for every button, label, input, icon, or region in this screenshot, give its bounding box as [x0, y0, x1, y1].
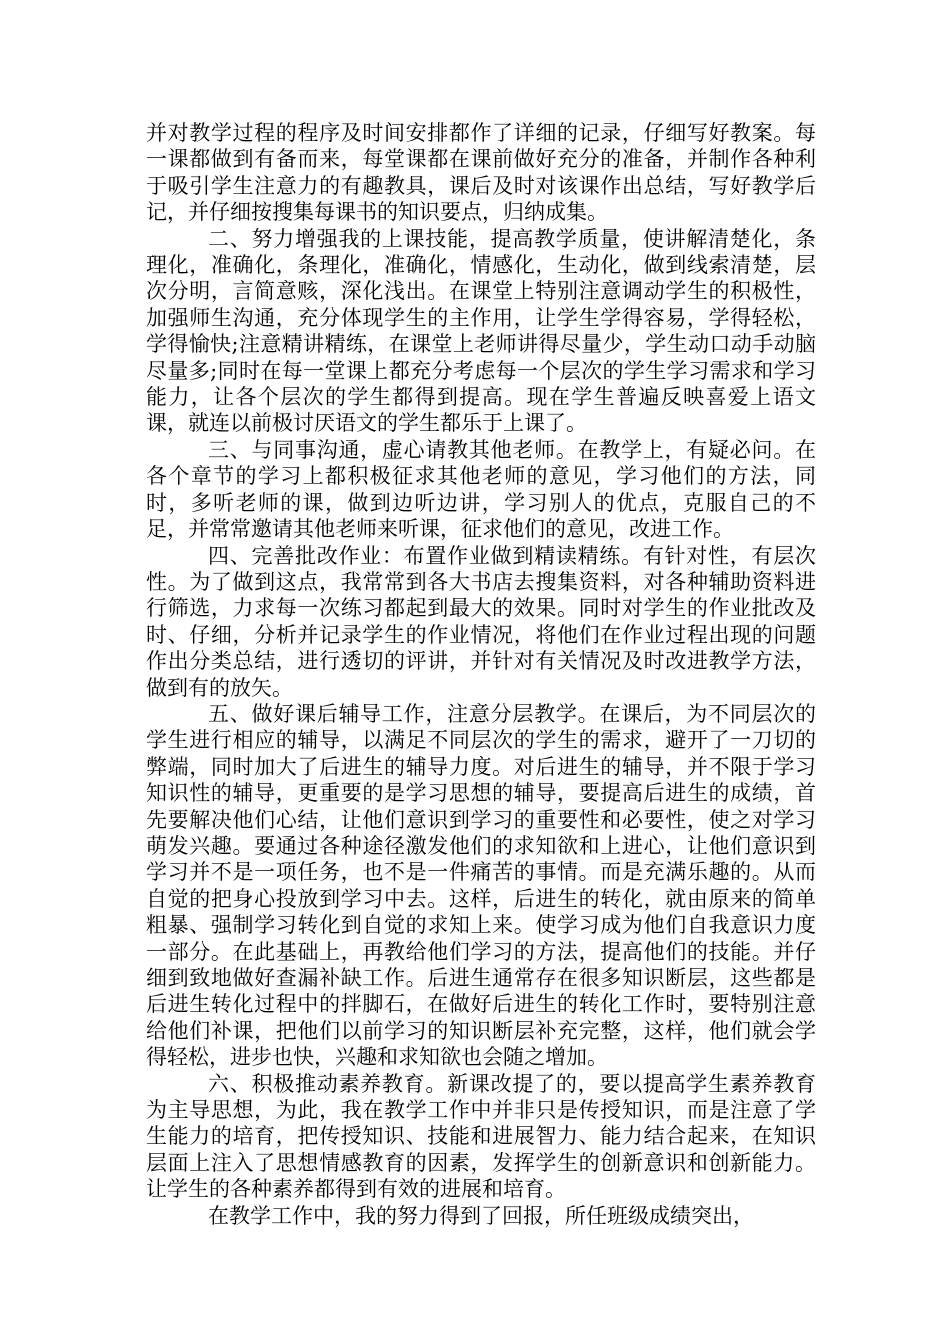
- paragraph-after-class-tutoring: 五、做好课后辅导工作，注意分层教学。在课后，为不同层次的学生进行相应的辅导，以满足不同层次的学生的需求，避开了一刀切的弊端，同时加大了后进生的辅导力度。对后进生的辅导，并不限于学习知识性的辅导，更重要的是学习思想的辅导，要提高后进生的成绩，首先要解决他们心结，让他们意识到学习的重要性和必要性，使之对学习萌发兴趣。要通过各种途径激发他们的求知欲和上进心，让他们意识到学习并不是一项任务，也不是一件痛苦的事情。而是充满乐趣的。从而自觉的把身心投放到学习中去。这样，后进生的转化，就由原来的简单粗暴、强制学习转化到自觉的求知上来。使学习成为他们自我意识力度一部分。在此基础上，再教给他们学习的方法，提高他们的技能。并仔细到致地做好查漏补缺工作。后进生通常存在很多知识断层，这些都是后进生转化过程中的拌脚石，在做好后进生的转化工作时，要特别注意给他们补课，把他们以前学习的知识断层补充完整，这样，他们就会学得轻松，进步也快，兴趣和求知欲也会随之增加。: [146, 701, 816, 1070]
- paragraph-colleague-communication: 三、与同事沟通，虚心请教其他老师。在教学上，有疑必问。在各个章节的学习上都积极征求其他老师的意见，学习他们的方法，同时，多听老师的课，做到边听边讲，学习别人的优点，克服自己的不足，并常常邀请其他老师来听课，征求他们的意见，改进工作。: [146, 437, 816, 542]
- paragraph-results: 在教学工作中，我的努力得到了回报，所任班级成绩突出，: [208, 1203, 754, 1228]
- document-page: [146, 120, 816, 1229]
- paragraph-quality-education: 六、积极推动素养教育。新课改提了的，要以提高学生素养教育为主导思想，为此，我在教学工作中并非只是传授知识，而是注意了学生能力的培育，把传授知识、技能和进展智力、能力结合起来，在知识层面上注入了思想情感教育的因素，发挥学生的创新意识和创新能力。让学生的各种素养都得到有效的进展和培育。: [146, 1071, 816, 1202]
- paragraph-teaching-skills: 二、努力增强我的上课技能，提高教学质量，使讲解清楚化，条理化，准确化，条理化，准确化，情感化，生动化，做到线索清楚，层次分明，言简意赅，深化浅出。在课堂上特别注意调动学生的积极性，加强师生沟通，充分体现学生的主作用，让学生学得容易，学得轻松，学得愉快;注意精讲精练，在课堂上老师讲得尽量少，学生动口动手动脑尽量多;同时在每一堂课上都充分考虑每一个层次的学生学习需求和学习能力，让各个层次的学生都得到提高。现在学生普遍反映喜爱上语文课，就连以前极讨厌语文的学生都乐于上课了。: [146, 226, 816, 436]
- paragraph-preparation: 并对教学过程的程序及时间安排都作了详细的记录，仔细写好教案。每一课都做到有备而来，每堂课都在课前做好充分的准备，并制作各种利于吸引学生注意力的有趣教具，课后及时对该课作出总结，写好教学后记，并仔细按搜集每课书的知识要点，归纳成集。: [146, 121, 816, 225]
- paragraph-homework-correction: 四、完善批改作业：布置作业做到精读精练。有针对性，有层次性。为了做到这点，我常常到各大书店去搜集资料，对各种辅助资料进行筛选，力求每一次练习都起到最大的效果。同时对学生的作业批改及时、仔细，分析并记录学生的作业情况，将他们在作业过程出现的问题作出分类总结，进行透切的评讲，并针对有关情况及时改进教学方法，做到有的放矢。: [146, 543, 816, 700]
